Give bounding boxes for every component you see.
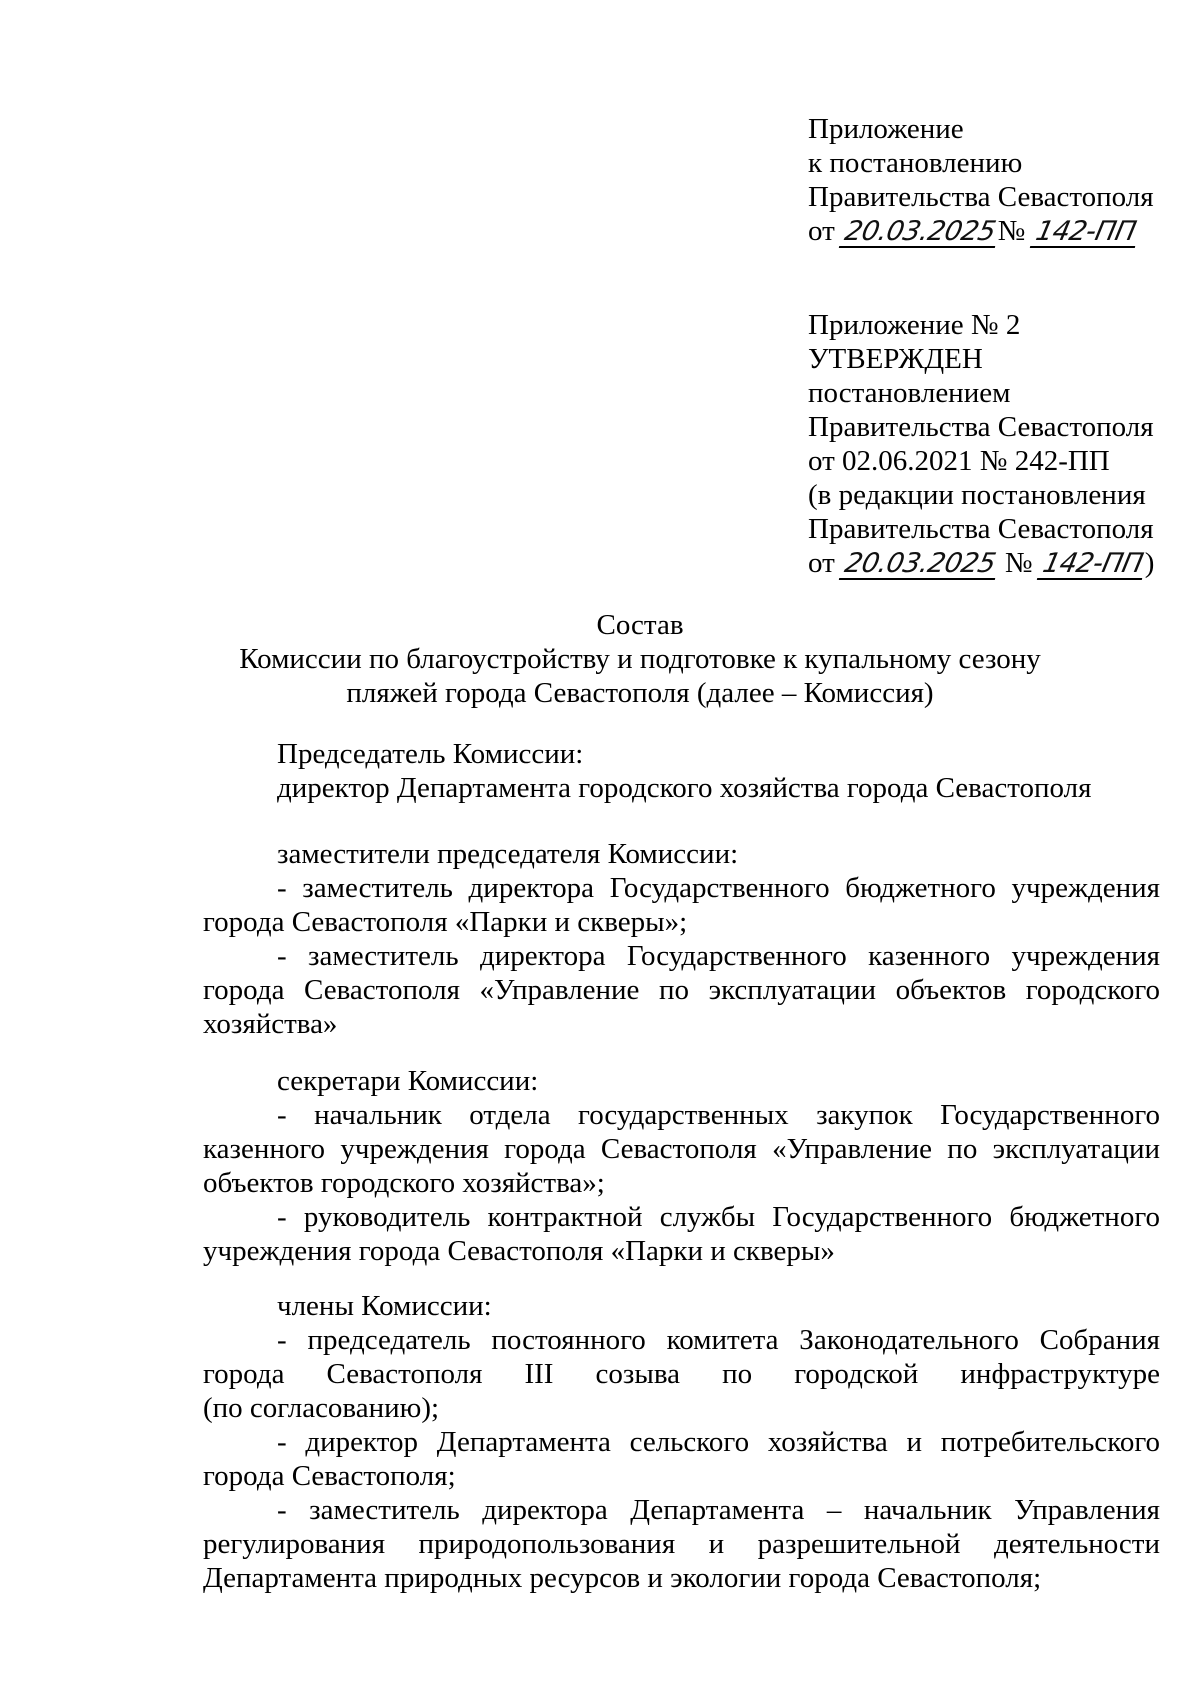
- secretary-item-2-line-1: - руководитель контрактной службы Государственного бюджетного: [277, 1201, 1160, 1233]
- members-section: [203, 1289, 1160, 1595]
- deputies-heading: заместители председателя Комиссии:: [277, 838, 739, 870]
- secretary-item-1-line-1: - начальник отдела государственных закупок Государственного: [277, 1099, 1160, 1131]
- secretary-item-2-line-2: учреждения города Севастополя «Парки и скверы»: [203, 1235, 835, 1267]
- handwritten-date: 20.03.2025: [839, 550, 1001, 580]
- member-item-3-line-3: Департамента природных ресурсов и экологии города Севастополя;: [203, 1562, 1042, 1594]
- title-line-2: Комиссии по благоустройству и подготовке к купальному сезону: [239, 643, 1041, 675]
- edition-date-line: [808, 546, 1154, 580]
- secretaries-section: [203, 1064, 1160, 1268]
- secretary-item-1-line-2: казенного учреждения города Севастополя «Управление по эксплуатации: [203, 1133, 1160, 1165]
- appendix-label: Приложение: [808, 113, 964, 145]
- deputy-item-2-line-2: города Севастополя «Управление по эксплуатации объектов городского: [203, 974, 1160, 1006]
- deputy-item-1-line-2: города Севастополя «Парки и скверы»;: [203, 906, 688, 938]
- appendix-to-resolution: к постановлению: [808, 147, 1023, 179]
- document-title: [200, 608, 1080, 710]
- approval-government: Правительства Севастополя: [808, 411, 1154, 443]
- original-resolution-ref: от 02.06.2021 № 242-ПП: [808, 445, 1110, 477]
- secretary-item-1-line-3: объектов городского хозяйства»;: [203, 1167, 605, 1199]
- title-line-3: пляжей города Севастополя (далее – Комиссия): [346, 677, 934, 709]
- date-prefix: от: [808, 547, 835, 579]
- member-item-1-line-3: (по согласованию);: [203, 1392, 440, 1424]
- by-resolution-label: постановлением: [808, 377, 1011, 409]
- number-sign: №: [997, 215, 1026, 247]
- member-item-3-line-1: - заместитель директора Департамента – начальник Управления: [277, 1494, 1160, 1526]
- deputies-section: [203, 837, 1160, 1041]
- title-line-1: Состав: [596, 609, 684, 641]
- edition-government: Правительства Севастополя: [808, 513, 1154, 545]
- member-item-3-line-2: регулирования природопользования и разрешительной деятельности: [203, 1528, 1160, 1560]
- member-item-2-line-2: города Севастополя;: [203, 1460, 456, 1492]
- appendix-header: [808, 112, 1154, 248]
- member-item-2-line-1: - директор Департамента сельского хозяйства и потребительского: [277, 1426, 1160, 1458]
- chair-section: [203, 737, 1160, 805]
- chair-member: директор Департамента городского хозяйства города Севастополя: [277, 772, 1092, 804]
- approval-header: [808, 308, 1154, 580]
- closing-paren: ): [1144, 547, 1155, 579]
- number-sign: №: [1004, 547, 1033, 579]
- approved-label: УТВЕРЖДЕН: [808, 343, 983, 375]
- members-heading: члены Комиссии:: [277, 1290, 492, 1322]
- deputy-item-2-line-3: хозяйства»: [203, 1008, 338, 1040]
- appendix-date-line: [808, 214, 1154, 248]
- date-prefix: от: [808, 215, 835, 247]
- edition-note: (в редакции постановления: [808, 479, 1146, 511]
- member-item-1-line-1: - председатель постоянного комитета Законодательного Собрания: [277, 1324, 1160, 1356]
- chair-heading: Председатель Комиссии:: [277, 738, 584, 770]
- member-item-1-line-2: города Севастополя III созыва по городской инфраструктуре: [203, 1358, 1160, 1390]
- handwritten-date: 20.03.2025: [839, 218, 1001, 248]
- deputy-item-1-line-1: - заместитель директора Государственного бюджетного учреждения: [277, 872, 1160, 904]
- handwritten-number: 142-ПП: [1037, 550, 1148, 580]
- deputy-item-2-line-1: - заместитель директора Государственного казенного учреждения: [277, 940, 1160, 972]
- appendix-2-label: Приложение № 2: [808, 309, 1021, 341]
- appendix-government: Правительства Севастополя: [808, 181, 1154, 213]
- secretaries-heading: секретари Комиссии:: [277, 1065, 539, 1097]
- handwritten-number: 142-ПП: [1029, 218, 1140, 248]
